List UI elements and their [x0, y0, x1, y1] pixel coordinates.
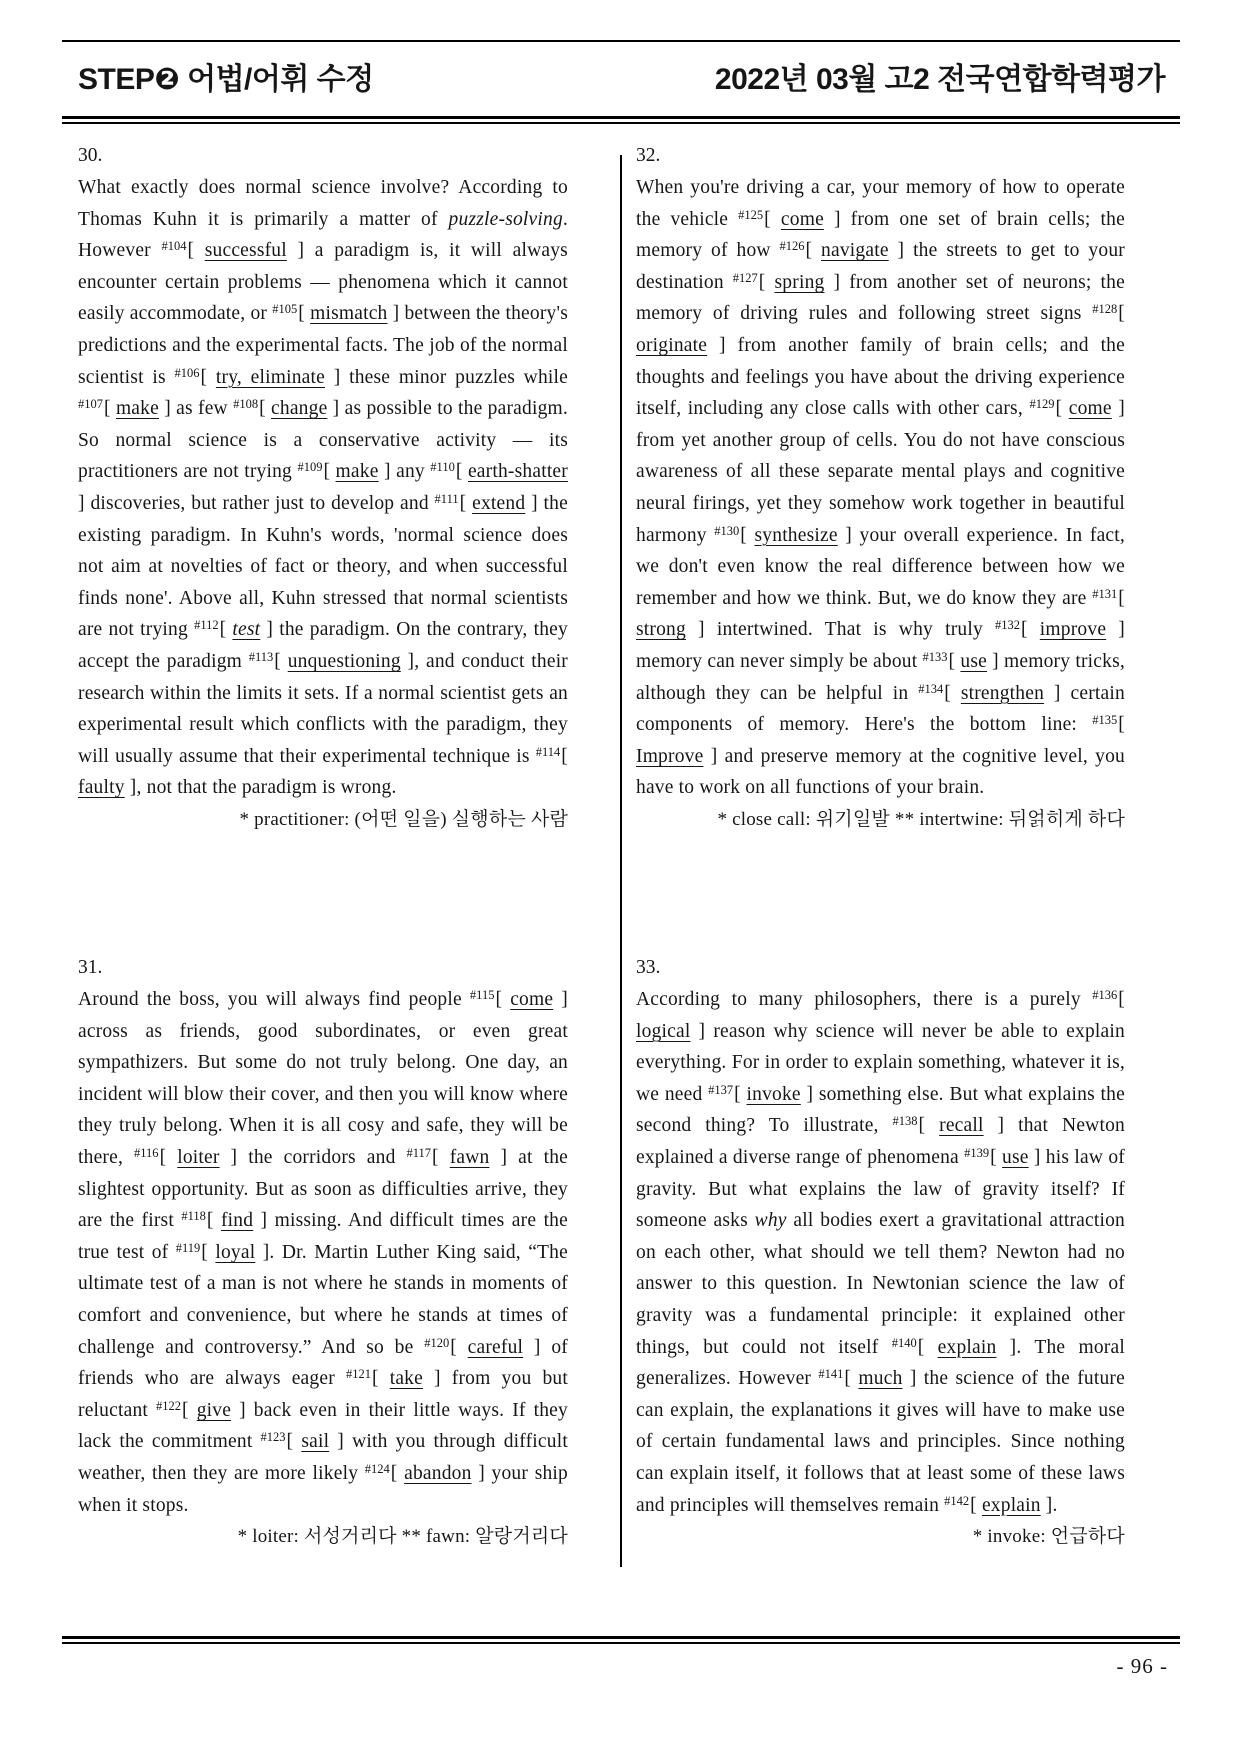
numbered-blank-131: $^{\#131}$[ strong ] [636, 586, 1125, 641]
blank-ref-number: #140 [891, 1335, 917, 1350]
blank-ref-number: #112 [194, 618, 219, 633]
blank-word: unquestioning [287, 650, 401, 672]
numbered-blank-118: $^{\#118}$[ find ] [181, 1209, 268, 1232]
blank-ref-number: #127 [732, 270, 758, 285]
question-number: 33. [636, 957, 661, 978]
question-31 [78, 952, 568, 1553]
header-rule [62, 116, 1180, 124]
blank-word: recall [939, 1115, 984, 1137]
numbered-blank-124: $^{\#124}$[ abandon ] [364, 1461, 485, 1484]
blank-ref-number: #136 [1092, 988, 1118, 1002]
blank-word: loyal [215, 1241, 256, 1263]
numbered-blank-137: $^{\#137}$[ invoke ] [708, 1082, 814, 1105]
blank-word: sail [301, 1431, 330, 1453]
blank-ref-number: #105 [272, 302, 298, 317]
column-divider [620, 155, 622, 1567]
blank-word: navigate [821, 240, 889, 262]
question-number: 31. [78, 957, 103, 978]
numbered-blank-135: $^{\#135}$[ Improve ] [636, 713, 1125, 767]
left-column [78, 140, 568, 1640]
question-number: 32. [636, 145, 661, 166]
blank-ref-number: #121 [345, 1367, 371, 1382]
question-passage: What exactly does normal science involve? According to Thomas Kuhn it is primarily a matter of puzzle-solving. However $^{\#104}$[ successful ] a paradigm is, it will always encounter certain problems — phenomena which it cannot easily accommodate, or $^{\#105}$[ mismatch ] between the theory's predictions and the experimental facts. The job of the normal scientist is $^{\#106}$[ try, eliminate ] these minor puzzles while $^{\#107}$[ make ] as few $^{\#108}$[ change ] as possible to the paradigm. So normal science is a conservative activity — its practitioners are not trying $^{\#109}$[ make ] any $^{\#110}$[ earth-shatter ] discoveries, but rather just to develop and $^{\#111}$[ extend ] the existing paradigm. In Kuhn's words, 'normal science does not aim at novelties of fact or theory, and when successful finds none'. Above all, Kuhn stressed that normal scientists are not trying $^{\#112}$[ test ] the paradigm. On the contrary, they accept the paradigm $^{\#113}$[ unquestioning ], and conduct their research within the limits it sets. If a normal scientist gets an experimental result which conflicts with the paradigm, they will usually assume that their experimental technique is $^{\#114}$[ faulty ], not that the paradigm is wrong. [78, 177, 569, 799]
page-header [78, 54, 1165, 98]
blank-ref-number: #113 [248, 649, 274, 664]
numbered-blank-123: $^{\#123}$[ sail ] [260, 1430, 344, 1453]
blank-word: originate [636, 334, 708, 356]
numbered-blank-111: $^{\#111}$[ extend ] [434, 491, 538, 514]
blank-ref-number: #114 [535, 744, 561, 759]
blank-word: much [858, 1368, 903, 1390]
question-number: 30. [78, 145, 103, 166]
blank-word: earth-shatter [467, 461, 568, 483]
blank-word: come [1068, 398, 1112, 420]
blank-word: logical [636, 1020, 691, 1042]
blank-word: improve [1039, 619, 1107, 641]
question-passage: When you're driving a car, your memory of how to operate the vehicle $^{\#125}$[ come ] from one set of brain cells; the memory of how $^{\#126}$[ navigate ] the streets to get to your destination $^{\#127}$[ spring ] from another set of neurons; the memory of driving rules and following street signs $^{\#128}$[ originate ] from another family of brain cells; and the thoughts and feelings you have about the driving experience itself, including any close calls with other cars, $^{\#129}$[ come ] from yet another group of cells. You do not have conscious awareness of all these separate mental plays and cognitive neural firings, yet they somehow work together in beautiful harmony $^{\#130}$[ synthesize ] your overall experience. In fact, we don't even know the real difference between how we remember and how we think. But, we do know they are $^{\#131}$[ strong ] intertwined. That is why truly $^{\#132}$[ improve ] memory can never simply be about $^{\#133}$[ use ] memory tricks, although they can be helpful in $^{\#134}$[ strengthen ] certain components of memory. Here's the bottom line: $^{\#135}$[ Improve ] and preserve memory at the cognitive level, you have to work on all functions of your brain. [636, 177, 1125, 799]
blank-ref-number: #108 [233, 397, 259, 412]
blank-word: faulty [78, 777, 125, 799]
blank-word: take [389, 1368, 423, 1390]
blank-word: abandon [404, 1462, 472, 1484]
blank-ref-number: #138 [892, 1114, 918, 1129]
blank-ref-number: #119 [175, 1240, 201, 1255]
blank-word: extend [472, 492, 526, 514]
blank-ref-number: #130 [714, 523, 740, 538]
blank-word: explain [937, 1336, 997, 1358]
numbered-blank-106: $^{\#106}$[ try, eliminate ] [174, 365, 341, 388]
question-30 [78, 140, 568, 835]
blank-ref-number: #104 [161, 239, 187, 254]
blank-word: strengthen [960, 682, 1045, 704]
numbered-blank-114: $^{\#114}$[ faulty ] [78, 744, 568, 799]
numbered-blank-139: $^{\#139}$[ use ] [964, 1145, 1041, 1168]
blank-ref-number: #123 [260, 1430, 286, 1445]
italic-word: why [754, 1210, 787, 1232]
numbered-blank-136: $^{\#136}$[ logical ] [636, 988, 1125, 1042]
numbered-blank-110: $^{\#110}$[ earth-shatter ] [78, 460, 568, 514]
question-passage: According to many philosophers, there is a purely $^{\#136}$[ logical ] reason why science will never be able to explain everything. For in order to explain something, whatever it is, we need $^{\#137}$[ invoke ] something else. But what explains the second thing? To illustrate, $^{\#138}$[ recall ] that Newton explained a diverse range of phenomena $^{\#139}$[ use ] his law of gravity. But what explains the law of gravity itself? If someone asks why all bodies exert a gravitational attraction on each other, what should we tell them? Newton had no answer to this question. In Newtonian science the law of gravity was a fundamental principle: it explained other things, but could not itself $^{\#140}$[ explain ]. The moral generalizes. However $^{\#141}$[ much ] the science of the future can explain, the explanations it gives will have to make use of certain fundamental laws and principles. Since nothing can explain itself, it follows that at least some of these laws and principles will themselves remain $^{\#142}$[ explain ]. [636, 988, 1125, 1516]
blank-word: come [510, 989, 554, 1010]
numbered-blank-130: $^{\#130}$[ synthesize ] [714, 523, 852, 546]
blank-ref-number: #125 [738, 207, 764, 222]
right-column [636, 140, 1125, 1640]
blank-ref-number: #122 [156, 1398, 182, 1413]
blank-ref-number: #139 [964, 1145, 990, 1160]
blank-ref-number: #124 [364, 1461, 390, 1476]
numbered-blank-109: $^{\#109}$[ make ] [297, 460, 391, 483]
blank-ref-number: #131 [1092, 586, 1118, 601]
blank-word: mismatch [310, 303, 388, 325]
top-rule [62, 40, 1180, 42]
blank-ref-number: #106 [174, 365, 200, 380]
blank-word: careful [467, 1336, 524, 1358]
blank-ref-number: #111 [434, 491, 459, 506]
blank-ref-number: #137 [708, 1082, 734, 1097]
question-footnote: * loiter: 서성거리다 ** fawn: 알랑거리다 [237, 1526, 568, 1548]
blank-word: give [196, 1399, 232, 1421]
numbered-blank-121: $^{\#121}$[ take ] [345, 1367, 441, 1390]
blank-ref-number: #132 [995, 618, 1020, 633]
footer-rule [62, 1636, 1180, 1644]
numbered-blank-122: $^{\#122}$[ give ] [156, 1398, 246, 1421]
blank-ref-number: #118 [181, 1209, 206, 1224]
blank-word: test [232, 619, 261, 641]
blank-word: spring [774, 271, 825, 293]
blank-word: make [335, 461, 379, 483]
question-33 [636, 952, 1125, 1553]
blank-word: use [1002, 1146, 1029, 1168]
blank-ref-number: #129 [1029, 397, 1055, 412]
blank-word: strong [636, 619, 686, 641]
blank-ref-number: #117 [406, 1145, 432, 1160]
numbered-blank-120: $^{\#120}$[ careful ] [424, 1335, 541, 1358]
blank-word: change [271, 398, 328, 420]
numbered-blank-140: $^{\#140}$[ explain ] [891, 1335, 1017, 1358]
italic-word: puzzle-solving [448, 208, 563, 230]
numbered-blank-115: $^{\#115}$[ come ] [469, 988, 568, 1010]
blank-word: explain [981, 1494, 1041, 1516]
numbered-blank-134: $^{\#134}$[ strengthen ] [918, 681, 1061, 704]
numbered-blank-133: $^{\#133}$[ use ] [922, 649, 999, 672]
numbered-blank-104: $^{\#104}$[ successful ] [161, 239, 305, 262]
numbered-blank-107: $^{\#107}$[ make ] [78, 397, 171, 420]
question-footnote: * close call: 위기일발 ** intertwine: 뒤얽히게 하다 [717, 808, 1125, 830]
numbered-blank-119: $^{\#119}$[ loyal ] [175, 1240, 270, 1263]
numbered-blank-141: $^{\#141}$[ much ] [818, 1367, 917, 1390]
question-footnote: * invoke: 언급하다 [972, 1526, 1125, 1548]
numbered-blank-125: $^{\#125}$[ come ] [738, 207, 841, 230]
blank-ref-number: #115 [469, 988, 495, 1002]
question-passage: Around the boss, you will always find people $^{\#115}$[ come ] across as friends, good subordinates, or even great sympathizers. But some do not truly belong. One day, an incident will blow their cover, and then you will know where they truly belong. When it is all cosy and safe, they will be there, $^{\#116}$[ loiter ] the corridors and $^{\#117}$[ fawn ] at the slightest opportunity. But as soon as difficulties arrive, they are the first $^{\#118}$[ find ] missing. And difficult times are the true test of $^{\#119}$[ loyal ]. Dr. Martin Luther King said, “The ultimate test of a man is not where he stands in moments of comfort and convenience, but where he stands at times of challenge and controversy.” And so be $^{\#120}$[ careful ] of friends who are always eager $^{\#121}$[ take ] from you but reluctant $^{\#122}$[ give ] back even in their little ways. If they lack the commitment $^{\#123}$[ sail ] with you through difficult weather, then they are more likely $^{\#124}$[ abandon ] your ship when it stops. [78, 988, 569, 1516]
blank-word: make [115, 398, 159, 420]
numbered-blank-127: $^{\#127}$[ spring ] [732, 270, 841, 293]
numbered-blank-128: $^{\#128}$[ originate ] [636, 302, 1125, 356]
question-footnote: * practitioner: (어떤 일을) 실행하는 사람 [239, 808, 568, 830]
blank-ref-number: #116 [134, 1145, 159, 1160]
blank-ref-number: #141 [818, 1367, 844, 1382]
blank-word: loiter [177, 1146, 220, 1168]
blank-ref-number: #110 [430, 460, 455, 475]
numbered-blank-138: $^{\#138}$[ recall ] [892, 1114, 1005, 1137]
blank-ref-number: #133 [922, 649, 948, 664]
blank-word: find [220, 1210, 254, 1232]
numbered-blank-129: $^{\#129}$[ come ] [1029, 397, 1125, 420]
blank-ref-number: #134 [918, 681, 944, 696]
blank-ref-number: #142 [944, 1493, 970, 1508]
blank-ref-number: #128 [1092, 302, 1118, 317]
question-32 [636, 140, 1125, 835]
numbered-blank-116: $^{\#116}$[ loiter ] [134, 1145, 238, 1168]
numbered-blank-132: $^{\#132}$[ improve ] [995, 618, 1125, 641]
blank-ref-number: #120 [424, 1335, 450, 1350]
blank-ref-number: #109 [297, 460, 323, 475]
numbered-blank-108: $^{\#108}$[ change ] [233, 397, 340, 420]
blank-ref-number: #107 [78, 397, 103, 412]
blank-ref-number: #126 [779, 239, 805, 254]
blank-word: Improve [636, 745, 704, 767]
blank-word: invoke [746, 1083, 801, 1105]
blank-word: successful [204, 240, 287, 262]
numbered-blank-112: $^{\#112}$[ test ] [194, 618, 274, 641]
numbered-blank-105: $^{\#105}$[ mismatch ] [272, 302, 400, 325]
numbered-blank-113: $^{\#113}$[ unquestioning ] [248, 649, 415, 672]
exam-title: 2022년 03월 고2 전국연합학력평가 [714, 63, 1165, 96]
blank-word: fawn [449, 1146, 490, 1168]
numbered-blank-126: $^{\#126}$[ navigate ] [779, 239, 905, 262]
blank-ref-number: #135 [1092, 713, 1118, 728]
numbered-blank-142: $^{\#142}$[ explain ] [944, 1493, 1053, 1516]
step-title: STEP❷ 어법/어휘 수정 [78, 63, 374, 96]
page-number: - 96 - [1116, 1654, 1168, 1678]
blank-word: try, eliminate [215, 366, 326, 388]
blank-word: use [960, 650, 987, 672]
blank-word: come [780, 208, 824, 230]
numbered-blank-117: $^{\#117}$[ fawn ] [406, 1145, 508, 1168]
blank-word: synthesize [754, 524, 838, 546]
